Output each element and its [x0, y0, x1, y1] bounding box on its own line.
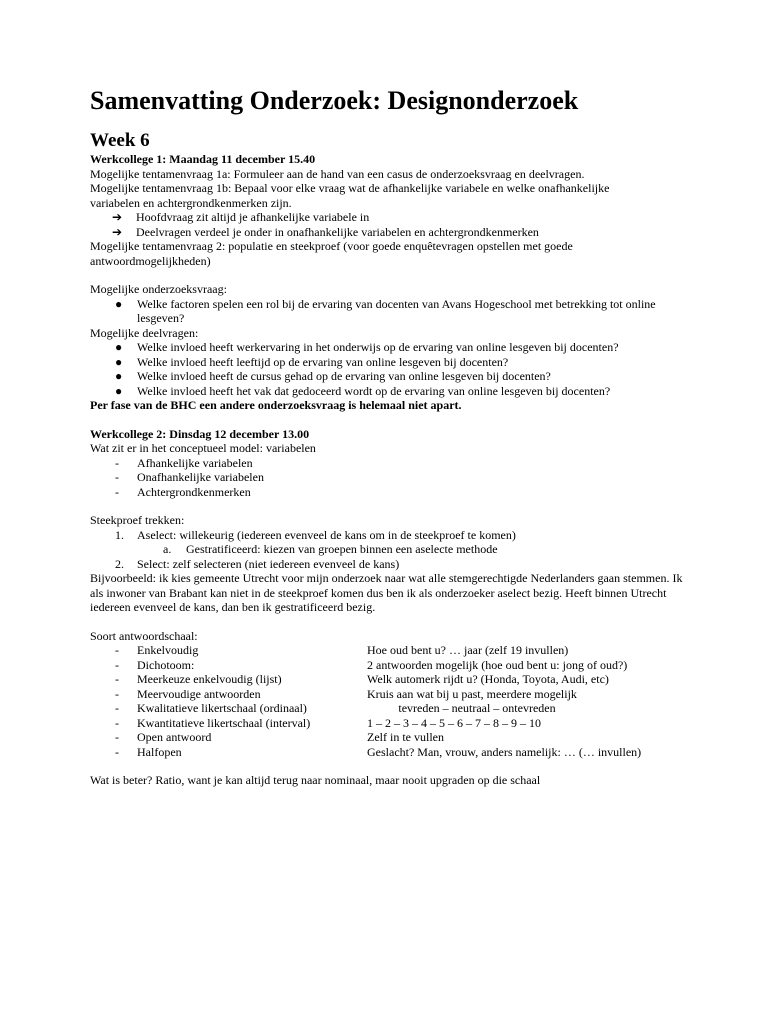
- scale-example: Kruis aan wat bij u past, meerdere mogelijk: [367, 686, 577, 701]
- bullet-icon: ●: [115, 354, 123, 369]
- list-item: [90, 470, 690, 485]
- list-item-text: Welke invloed heeft het vak dat gedoceerd wordt op de ervaring van online lesgeven bij docenten?: [137, 383, 611, 398]
- table-row: [90, 730, 690, 745]
- sub-questions-label: Mogelijke deelvragen:: [90, 325, 199, 340]
- list-letter: a.: [163, 542, 172, 556]
- list-item: [90, 355, 690, 370]
- scale-type: Kwantitatieve likertschaal (interval): [137, 715, 311, 730]
- scale-example: 1 – 2 – 3 – 4 – 5 – 6 – 7 – 8 – 9 – 10: [367, 715, 541, 730]
- spacer: [90, 413, 690, 427]
- q2-line-2: antwoordmogelijkheden): [90, 253, 211, 268]
- scale-type: Dichotoom:: [137, 657, 195, 672]
- dash-marker: -: [115, 730, 119, 744]
- list-number: 2.: [115, 556, 124, 571]
- scale-example: 2 antwoorden mogelijk (hoe oud bent u: jong of oud?): [367, 657, 628, 672]
- arrow-icon: ➔: [112, 224, 123, 239]
- dash-marker: -: [115, 657, 119, 672]
- list-item-text: Achtergrondkenmerken: [137, 484, 251, 499]
- spacer: [90, 268, 690, 282]
- dash-marker: -: [115, 686, 119, 701]
- dash-marker: -: [115, 744, 119, 759]
- scale-type: Meerkeuze enkelvoudig (lijst): [137, 672, 282, 686]
- list-item: [90, 456, 690, 471]
- dash-marker: -: [115, 455, 119, 470]
- dash-marker: -: [115, 643, 119, 657]
- wc1-line-1: Mogelijke tentamenvraag 1a: Formuleer aan de hand van een casus de onderzoeksvraag en deelvragen.: [90, 166, 585, 181]
- list-item: [90, 557, 690, 572]
- list-item-text: Afhankelijke variabelen: [137, 455, 253, 470]
- bullet-icon: ●: [115, 369, 123, 383]
- wc1-line-2: Mogelijke tentamenvraag 1b: Bepaal voor elke vraag wat de afhankelijke variabele en welke onafhankelijke: [90, 181, 610, 195]
- list-item-text: Aselect: willekeurig (iedereen evenveel de kans om in de steekproef te komen): [137, 527, 516, 542]
- scale-type: Kwalitatieve likertschaal (ordinaal): [137, 701, 307, 715]
- scale-example: Welk automerk rijdt u? (Honda, Toyota, Audi, etc): [367, 672, 609, 686]
- document-title: Samenvatting Onderzoek: Designonderzoek: [90, 86, 579, 115]
- table-row: [90, 701, 690, 716]
- scale-type: Enkelvoudig: [137, 643, 199, 657]
- scale-type: Open antwoord: [137, 730, 212, 744]
- list-item-text: Welke invloed heeft werkervaring in het onderwijs op de ervaring van online lesgeven bij docenten?: [137, 340, 619, 354]
- list-item: [90, 384, 690, 399]
- sample-label: Steekproef trekken:: [90, 513, 185, 527]
- arrow-item-text: Hoofdvraag zit altijd je afhankelijke variabele in: [136, 210, 370, 224]
- list-item: [90, 485, 690, 500]
- wc1-heading: Werkcollege 1: Maandag 11 december 15.40: [90, 152, 316, 166]
- scale-type: Meervoudige antwoorden: [137, 686, 261, 701]
- table-row: [90, 716, 690, 731]
- model-label: Wat zit er in het conceptueel model: variabelen: [90, 441, 316, 455]
- bullet-icon: ●: [115, 340, 123, 354]
- list-item: [90, 340, 690, 355]
- spacer: [90, 759, 690, 773]
- week-heading: Week 6: [90, 130, 150, 151]
- list-item: [90, 528, 690, 543]
- list-item-text: Welke invloed heeft de cursus gehad op de ervaring van online lesgeven bij docenten?: [137, 369, 551, 383]
- table-row: [90, 745, 690, 760]
- closing-line: Wat is beter? Ratio, want je kan altijd terug naar nominaal, maar nooit upgraden op die schaal: [90, 773, 541, 787]
- document-page: [90, 84, 690, 788]
- table-row: [90, 687, 690, 702]
- table-row: [90, 643, 690, 658]
- scale-example: tevreden – neutraal – ontevreden: [398, 701, 556, 715]
- list-item-text: Onafhankelijke variabelen: [137, 470, 264, 484]
- list-item: [90, 297, 697, 326]
- example-paragraph: Bijvoorbeeld: ik kies gemeente Utrecht voor mijn onderzoek naar wat alle stemgerechtigde Nederlanders gaan stemmen. Ik als inwoner van Brabant kan niet in de steekproef komen dus ben ik als onderzoeker aselect bezig. Heeft binnen Utrecht iedereen evenveel de kans, dan ben ik gestratificeerd bezig.: [90, 571, 683, 614]
- dash-marker: -: [115, 672, 119, 686]
- dash-marker: -: [115, 701, 119, 715]
- bullet-icon: ●: [115, 383, 123, 398]
- scale-type: Halfopen: [137, 744, 182, 759]
- bold-note: Per fase van de BHC een andere onderzoeksvraag is helemaal niet apart.: [90, 398, 462, 412]
- wc2-heading: Werkcollege 2: Dinsdag 12 december 13.00: [90, 426, 310, 441]
- arrow-item-text: Deelvragen verdeel je onder in onafhankelijke variabelen en achtergrondkenmerken: [136, 224, 539, 239]
- scale-example: Hoe oud bent u? … jaar (zelf 19 invullen): [367, 643, 569, 657]
- list-item-text: Welke factoren spelen een rol bij de ervaring van docenten van Avans Hogeschool met betrekking tot online lesgeven?: [137, 296, 656, 325]
- scale-example: Zelf in te vullen: [367, 730, 444, 744]
- dash-marker: -: [115, 470, 119, 484]
- arrow-icon: ➔: [112, 210, 123, 224]
- spacer: [90, 615, 690, 629]
- table-row: [90, 658, 690, 673]
- arrow-item: [90, 225, 690, 240]
- scale-example: Geslacht? Man, vrouw, anders namelijk: … (… invullen): [367, 744, 642, 759]
- arrow-item: [90, 210, 690, 225]
- list-number: 1.: [115, 527, 124, 542]
- dash-marker: -: [115, 715, 119, 730]
- research-question-label: Mogelijke onderzoeksvraag:: [90, 282, 227, 296]
- scale-label: Soort antwoordschaal:: [90, 628, 198, 643]
- wc1-line-3: variabelen en achtergrondkenmerken zijn.: [90, 195, 292, 210]
- list-item: [90, 542, 690, 557]
- table-row: [90, 672, 690, 687]
- list-item-text: Gestratificeerd: kiezen van groepen binnen een aselecte methode: [186, 542, 498, 556]
- list-item-text: Select: zelf selecteren (niet iedereen evenveel de kans): [137, 556, 400, 571]
- dash-marker: -: [115, 484, 119, 499]
- spacer: [90, 499, 690, 513]
- bullet-icon: ●: [115, 296, 123, 311]
- list-item-text: Welke invloed heeft leeftijd op de ervaring van online lesgeven bij docenten?: [137, 354, 509, 369]
- list-item: [90, 369, 690, 384]
- q2-line-1: Mogelijke tentamenvraag 2: populatie en steekproef (voor goede enquêtevragen opstellen met goede: [90, 239, 573, 253]
